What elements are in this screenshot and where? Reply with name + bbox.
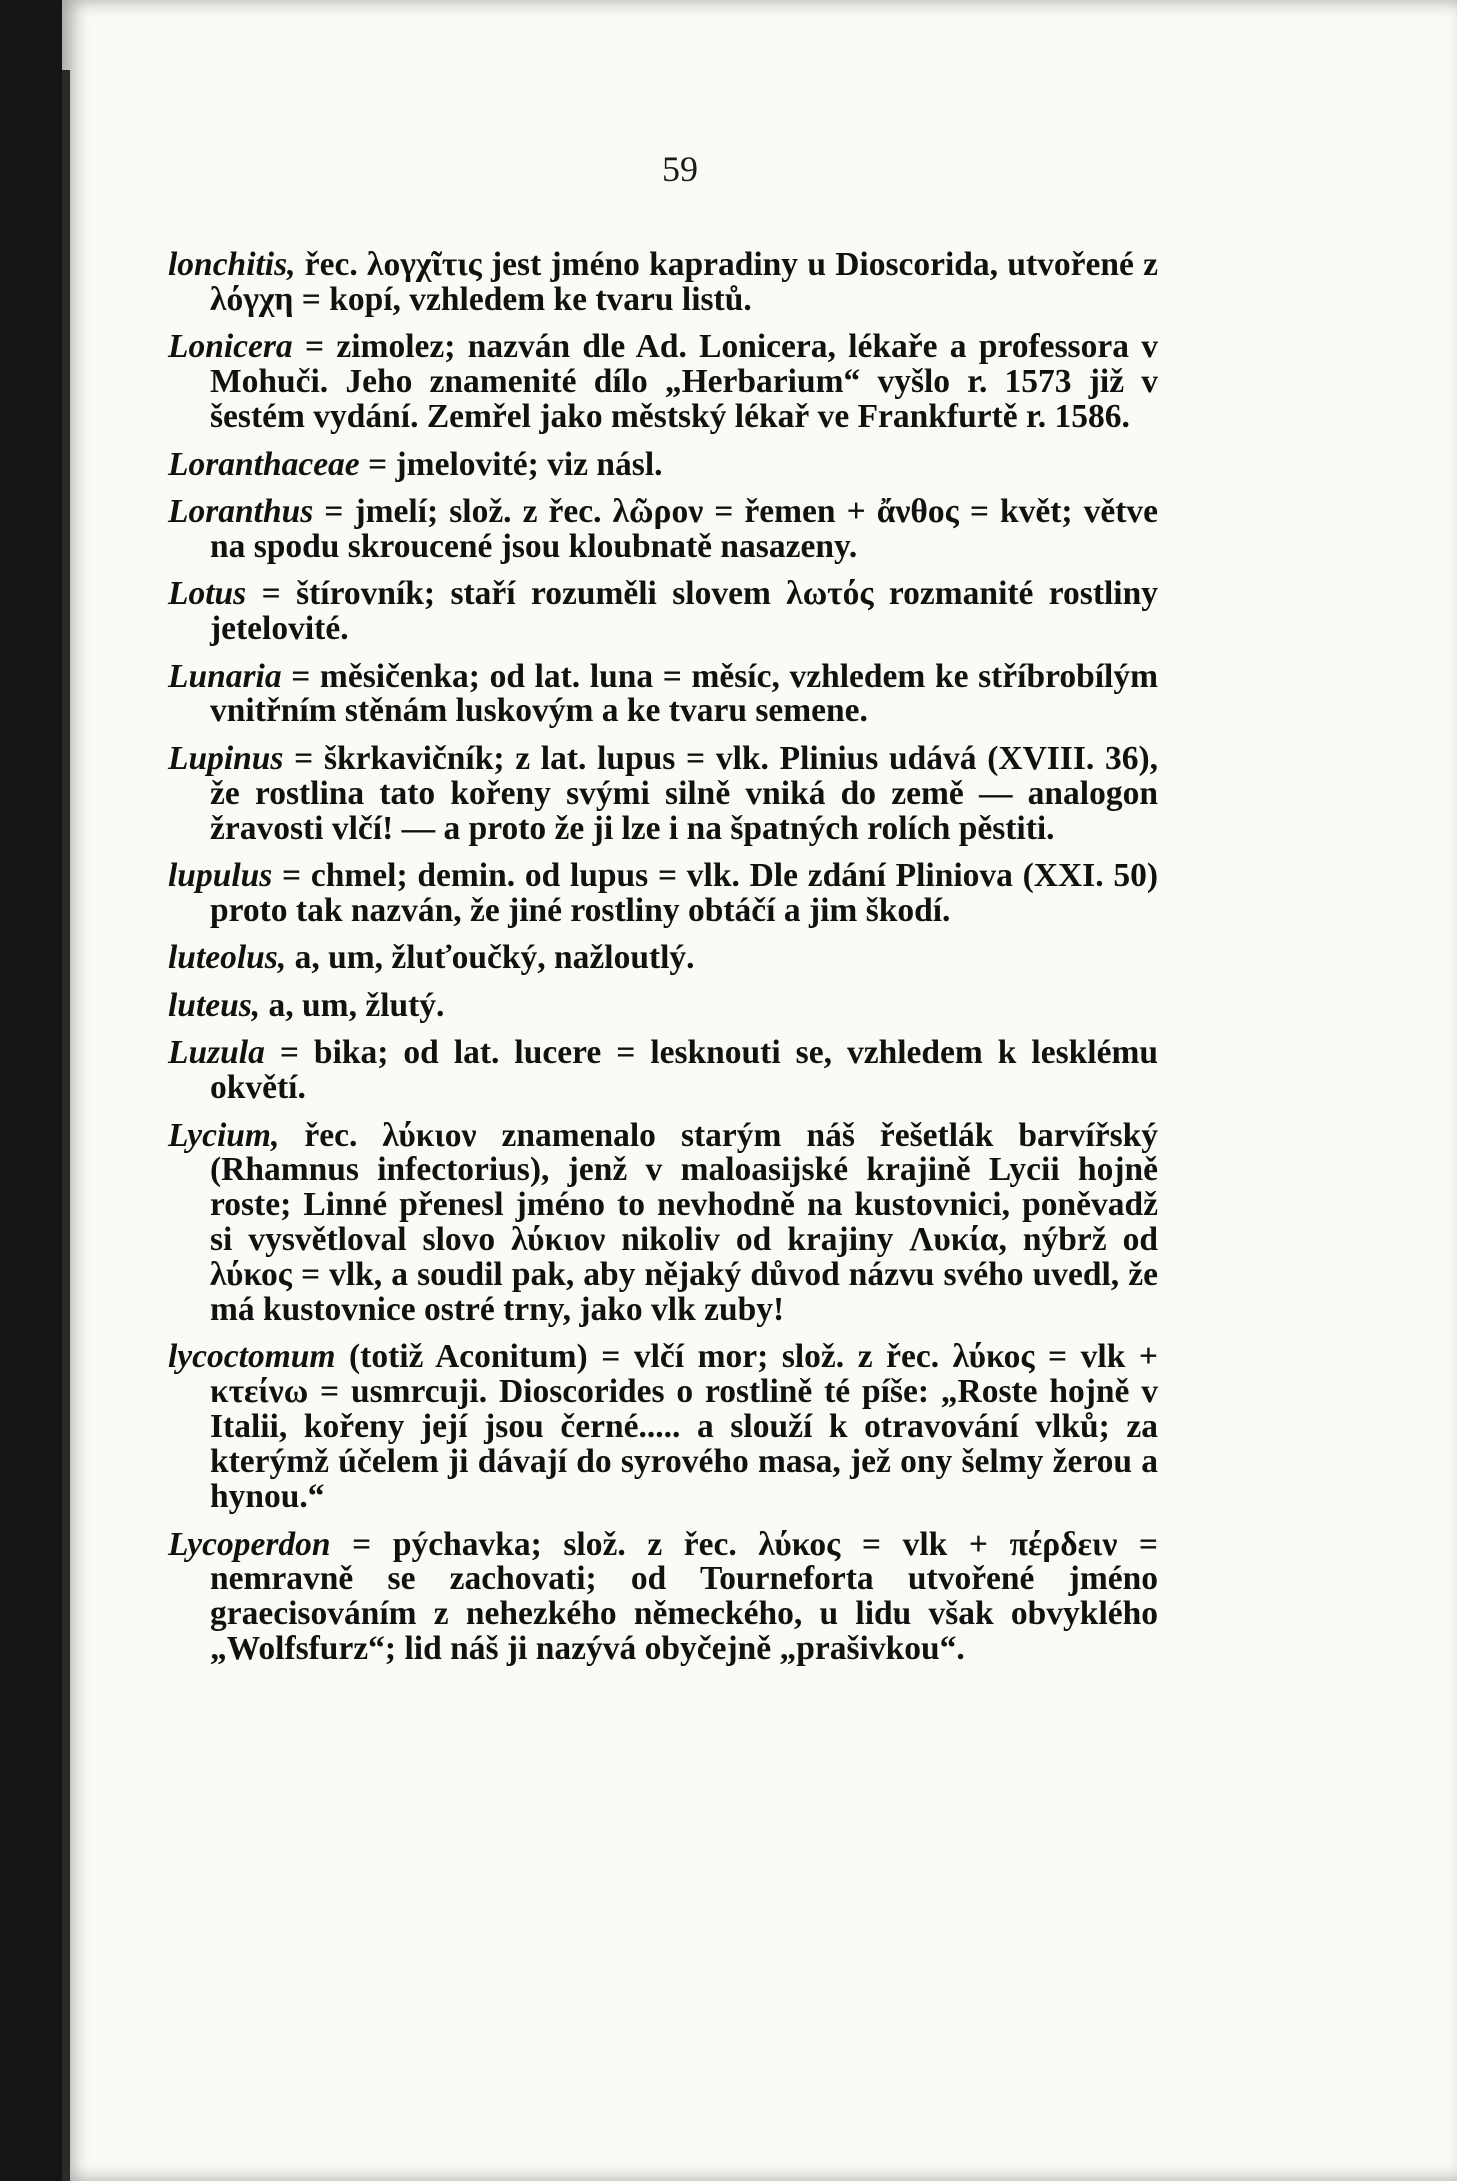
entry-term: Loranthus	[168, 492, 314, 530]
entry-loranthus	[168, 492, 1158, 565]
entry-term: Luzula	[168, 1034, 265, 1072]
entry-lycium	[168, 1116, 1158, 1329]
entry-term: luteus,	[168, 986, 261, 1024]
entry-term: lupulus	[168, 857, 273, 895]
entry-lycoperdon	[168, 1525, 1158, 1668]
entry-lycoctomum	[168, 1340, 1158, 1515]
entry-loranthaceae	[168, 445, 1158, 483]
entry-text: = štírovník; staří rozuměli slovem λωτός rozmanité rostliny jetelovité.	[210, 575, 1158, 648]
entry-text: = chmel; demin. od lupus = vlk. Dle zdání Pliniova (XXI. 50) proto tak nazván, že jiné rostliny obtáčí a jim škodí.	[210, 857, 1158, 929]
book-spine-edge	[62, 70, 70, 2181]
dictionary-entries	[168, 248, 1158, 1680]
entry-luteolus	[168, 941, 1158, 976]
entry-text: a, um, žlutý.	[260, 986, 445, 1024]
entry-lonicera	[168, 330, 1158, 435]
entry-term: Lotus	[168, 575, 247, 613]
entry-text: = měsičenka; od lat. luna = měsíc, vzhledem ke stříbrobílým vnitřním stěnám luskovým a ke tvaru semene.	[210, 657, 1158, 730]
entry-term: lycoctomum	[168, 1338, 336, 1376]
entry-term: luteolus,	[168, 939, 287, 977]
entry-term: Loranthaceae	[168, 445, 360, 483]
entry-lunaria	[168, 657, 1158, 730]
entry-lupulus	[168, 859, 1158, 929]
entry-text: = jmelí; slož. z řec. λῶρον = řemen + ἄνθος = květ; větve na spodu skroucené jsou kloubnatě nasazeny.	[210, 492, 1158, 565]
page-number: 59	[662, 149, 698, 189]
entry-text: řec. λογχῖτις jest jméno kapradiny u Dioscorida, utvořené z λόγχη = kopí, vzhledem ke tvaru listů.	[210, 246, 1158, 318]
entry-term: lonchitis,	[168, 246, 296, 283]
entry-text: (totiž Aconitum) = vlčí mor; slož. z řec. λύκος = vlk + κτείνω = usmrcuji. Dioscorides o rostlině té píše: „Roste hojně v Italii, kořeny její jsou černé..... a slouží k otravování vlků; za kterýmž účelem ji dávají do syrového masa, jež ony šelmy žerou a hynou.“	[210, 1338, 1158, 1516]
entry-text: = bika; od lat. lucere = lesknouti se, vzhledem k lesklému okvětí.	[210, 1034, 1158, 1107]
entry-text: a, um, žluťoučký, nažloutlý.	[286, 939, 695, 977]
entry-term: Lupinus	[168, 739, 284, 777]
entry-luzula	[168, 1036, 1158, 1106]
entry-term: Lunaria	[168, 657, 282, 695]
entry-text: řec. λύκιον znamenalo starým náš řešetlák barvířský (Rhamnus infectorius), jenž v maloasijské krajině Lycii hojně roste; Linné přenesl jméno to nevhodně na kustovnici, poněvadž si vysvětloval slovo λύκιον nikoliv od krajiny Λυκία, nýbrž od λύκος = vlk, a soudil pak, aby nějaký důvod názvu svého uvedl, že má kustovnice ostré trny, jako vlk zuby!	[210, 1116, 1158, 1329]
entry-text: = jmelovité; viz násl.	[359, 445, 663, 483]
entry-term: Lycoperdon	[168, 1525, 331, 1563]
entry-term: Lonicera	[168, 328, 293, 366]
entry-text: = pýchavka; slož. z řec. λύκος = vlk + πέρδειν = nemravně se zachovati; od Tourneforta utvořené jméno graecisováním z nehezkého německého, u lidu však obvyklého „Wolfsfurz“; lid náš ji nazývá obyčejně „prašivkou“.	[210, 1525, 1158, 1668]
entry-lonchitis	[168, 248, 1158, 318]
entry-text: = zimolez; nazván dle Ad. Lonicera, lékaře a professora v Mohuči. Jeho znamenité dílo „Herbarium“ vyšlo r. 1573 již v šestém vydání. Zemřel jako městský lékař ve Frankfurtě r. 1586.	[210, 328, 1158, 436]
entry-text: = škrkavičník; z lat. lupus = vlk. Plinius udává (XVIII. 36), že rostlina tato kořeny svými silně vniká do země — analogon žravosti vlčí! — a proto že ji lze i na špatných rolích pěstiti.	[210, 739, 1158, 847]
entry-lotus	[168, 577, 1158, 647]
entry-term: Lycium,	[168, 1116, 280, 1154]
entry-lupinus	[168, 739, 1158, 847]
entry-luteus	[168, 986, 1158, 1024]
